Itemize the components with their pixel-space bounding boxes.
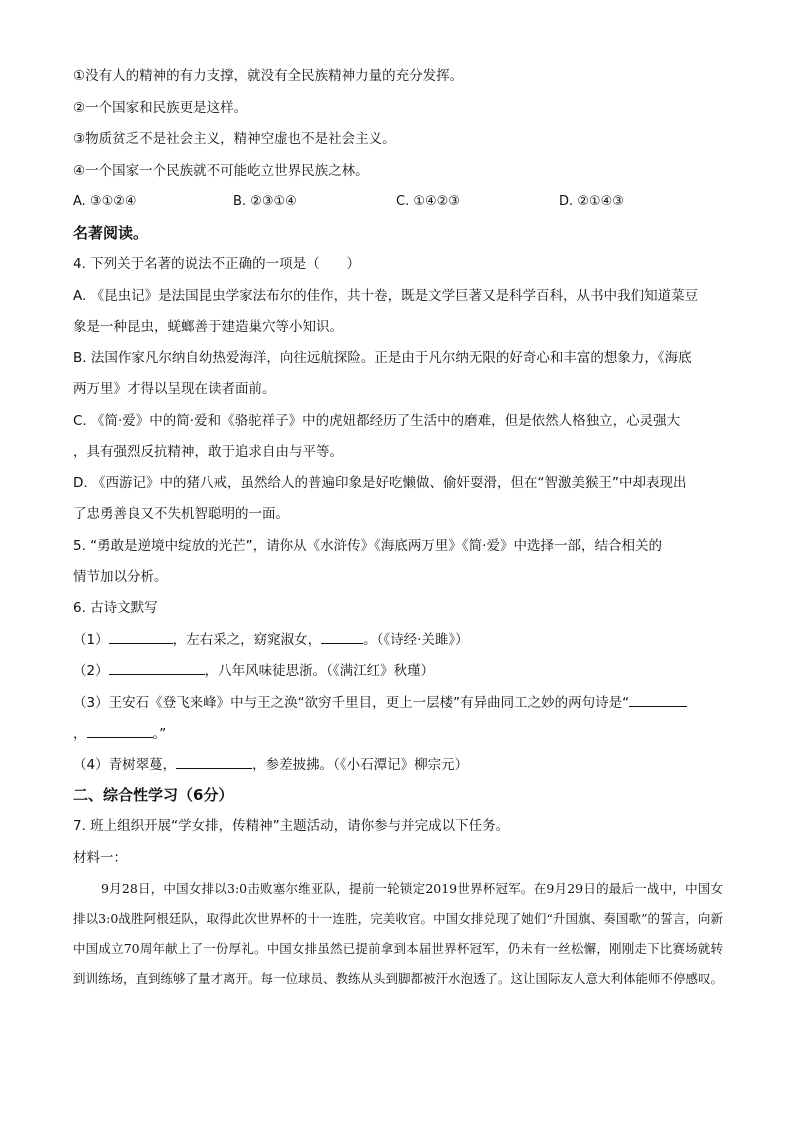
q6-part3-prompt: （3）王安石《登飞来峰》中与王之涣“欲穷千里目，更上一层楼”有异曲同工之妙的两句诗是“ xyxy=(73,695,630,711)
q6-part3-close: 。” xyxy=(152,726,167,742)
section-heading-famous-books: 名著阅读。 xyxy=(73,224,149,242)
q6-part4 xyxy=(73,755,468,774)
reorder-item-1: ①没有人的精神的有力支撑，就没有全民族精神力量的充分发挥。 xyxy=(73,68,464,84)
q6-part1-number: （1） xyxy=(73,632,109,648)
q4-option-b-line1: B. 法国作家凡尔纳自幼热爱海洋，向往远航探险。正是由于凡尔纳无限的好奇心和丰富的想象力，《海底 xyxy=(73,350,692,366)
q6-part4-start: （4）青树翠蔓， xyxy=(73,757,177,773)
q7-material-paragraph: 9月28日，中国女排以3:0击败塞尔维亚队，提前一轮锁定2019世界杯冠军。在9月29日的最后一战中，中国女排以3:0战胜阿根廷队，取得此次世界杯的十一连胜，完美收官。中国女排兑现了她们“升国旗、奏国歌”的誓言，向新中国成立70周年献上了一份厚礼。中国女排虽然已提前拿到本届世界杯冠军，仍未有一丝松懈，刚刚走下比赛场就转到训练场，直到练够了量才离开。每一位球员、教练从头到脚都被汗水泡透了。这让国际友人意大利体能师不停感叹。 xyxy=(73,881,724,986)
q6-part3-line2 xyxy=(73,724,166,743)
q6-part2 xyxy=(73,661,434,680)
q4-option-d-line1: D. 《西游记》中的猪八戒，虽然给人的普遍印象是好吃懒做、偷奸耍滑，但在“智激美猴王”中却表现出 xyxy=(73,475,687,491)
section-heading-comprehensive-study: 二、综合性学习（6分） xyxy=(73,786,234,804)
q7-stem: 7. 班上组织开展“学女排，传精神”主题活动，请你参与并完成以下任务。 xyxy=(73,818,510,834)
q6-part4-blank[interactable] xyxy=(176,755,252,769)
q6-part1-blank1[interactable] xyxy=(109,630,173,644)
reorder-item-4: ④一个国家一个民族就不可能屹立世界民族之林。 xyxy=(73,163,369,179)
q6-part3-blank1[interactable] xyxy=(629,693,687,707)
q6-title: 6. 古诗文默写 xyxy=(73,600,158,616)
reorder-item-3: ③物质贫乏不是社会主义，精神空虚也不是社会主义。 xyxy=(73,131,396,147)
reorder-option-a: A. ③①②④ xyxy=(73,194,137,209)
reorder-option-c: C. ①④②③ xyxy=(396,194,460,209)
q5-line1: 5. “勇敢是逆境中绽放的光芒”，请你从《水浒传》《海底两万里》《简·爱》中选择一部，结合相关的 xyxy=(73,538,662,554)
q7-material-label: 材料一： xyxy=(73,850,127,866)
q4-option-a-line1: A. 《昆虫记》是法国昆虫学家法布尔的佳作，共十卷，既是文学巨著又是科学百科，从书中我们知道菜豆 xyxy=(73,288,699,304)
q6-part1-end: 。（《诗经·关雎》） xyxy=(363,632,469,648)
q6-part3-line1 xyxy=(73,693,687,712)
q6-part2-blank[interactable] xyxy=(109,661,205,675)
q4-option-c-line2: ，具有强烈反抗精神，敢于追求自由与平等。 xyxy=(73,444,343,460)
q6-part1-blank2[interactable] xyxy=(321,630,363,644)
q4-option-d-line2: 了忠勇善良又不失机智聪明的一面。 xyxy=(73,506,289,522)
q6-part2-end: ，八年风味徒思浙。（《满江红》秋瑾） xyxy=(204,663,435,679)
q6-part1-mid: ，左右采之，窈窕淑女， xyxy=(172,632,322,648)
q6-part2-number: （2） xyxy=(73,663,109,679)
q6-part1 xyxy=(73,630,469,649)
reorder-option-b: B. ②③①④ xyxy=(233,194,297,209)
q6-part4-end: ，参差披拂。（《小石潭记》柳宗元） xyxy=(252,757,469,773)
q4-stem: 4. 下列关于名著的说法不正确的一项是（ ） xyxy=(73,256,361,272)
q6-part3-comma: ， xyxy=(73,726,87,742)
q6-part3-blank2[interactable] xyxy=(87,724,153,738)
reorder-item-2: ②一个国家和民族更是这样。 xyxy=(73,100,248,116)
q4-option-b-line2: 两万里》才得以呈现在读者面前。 xyxy=(73,381,276,397)
q4-option-c-line1: C. 《简·爱》中的简·爱和《骆驼祥子》中的虎妞都经历了生活中的磨难，但是依然人格独立，心灵强大 xyxy=(73,413,681,429)
q4-option-a-line2: 象是一种昆虫，蜣螂善于建造巢穴等小知识。 xyxy=(73,319,343,335)
reorder-option-d: D. ②①④③ xyxy=(559,194,624,209)
q5-line2: 情节加以分析。 xyxy=(73,569,168,585)
